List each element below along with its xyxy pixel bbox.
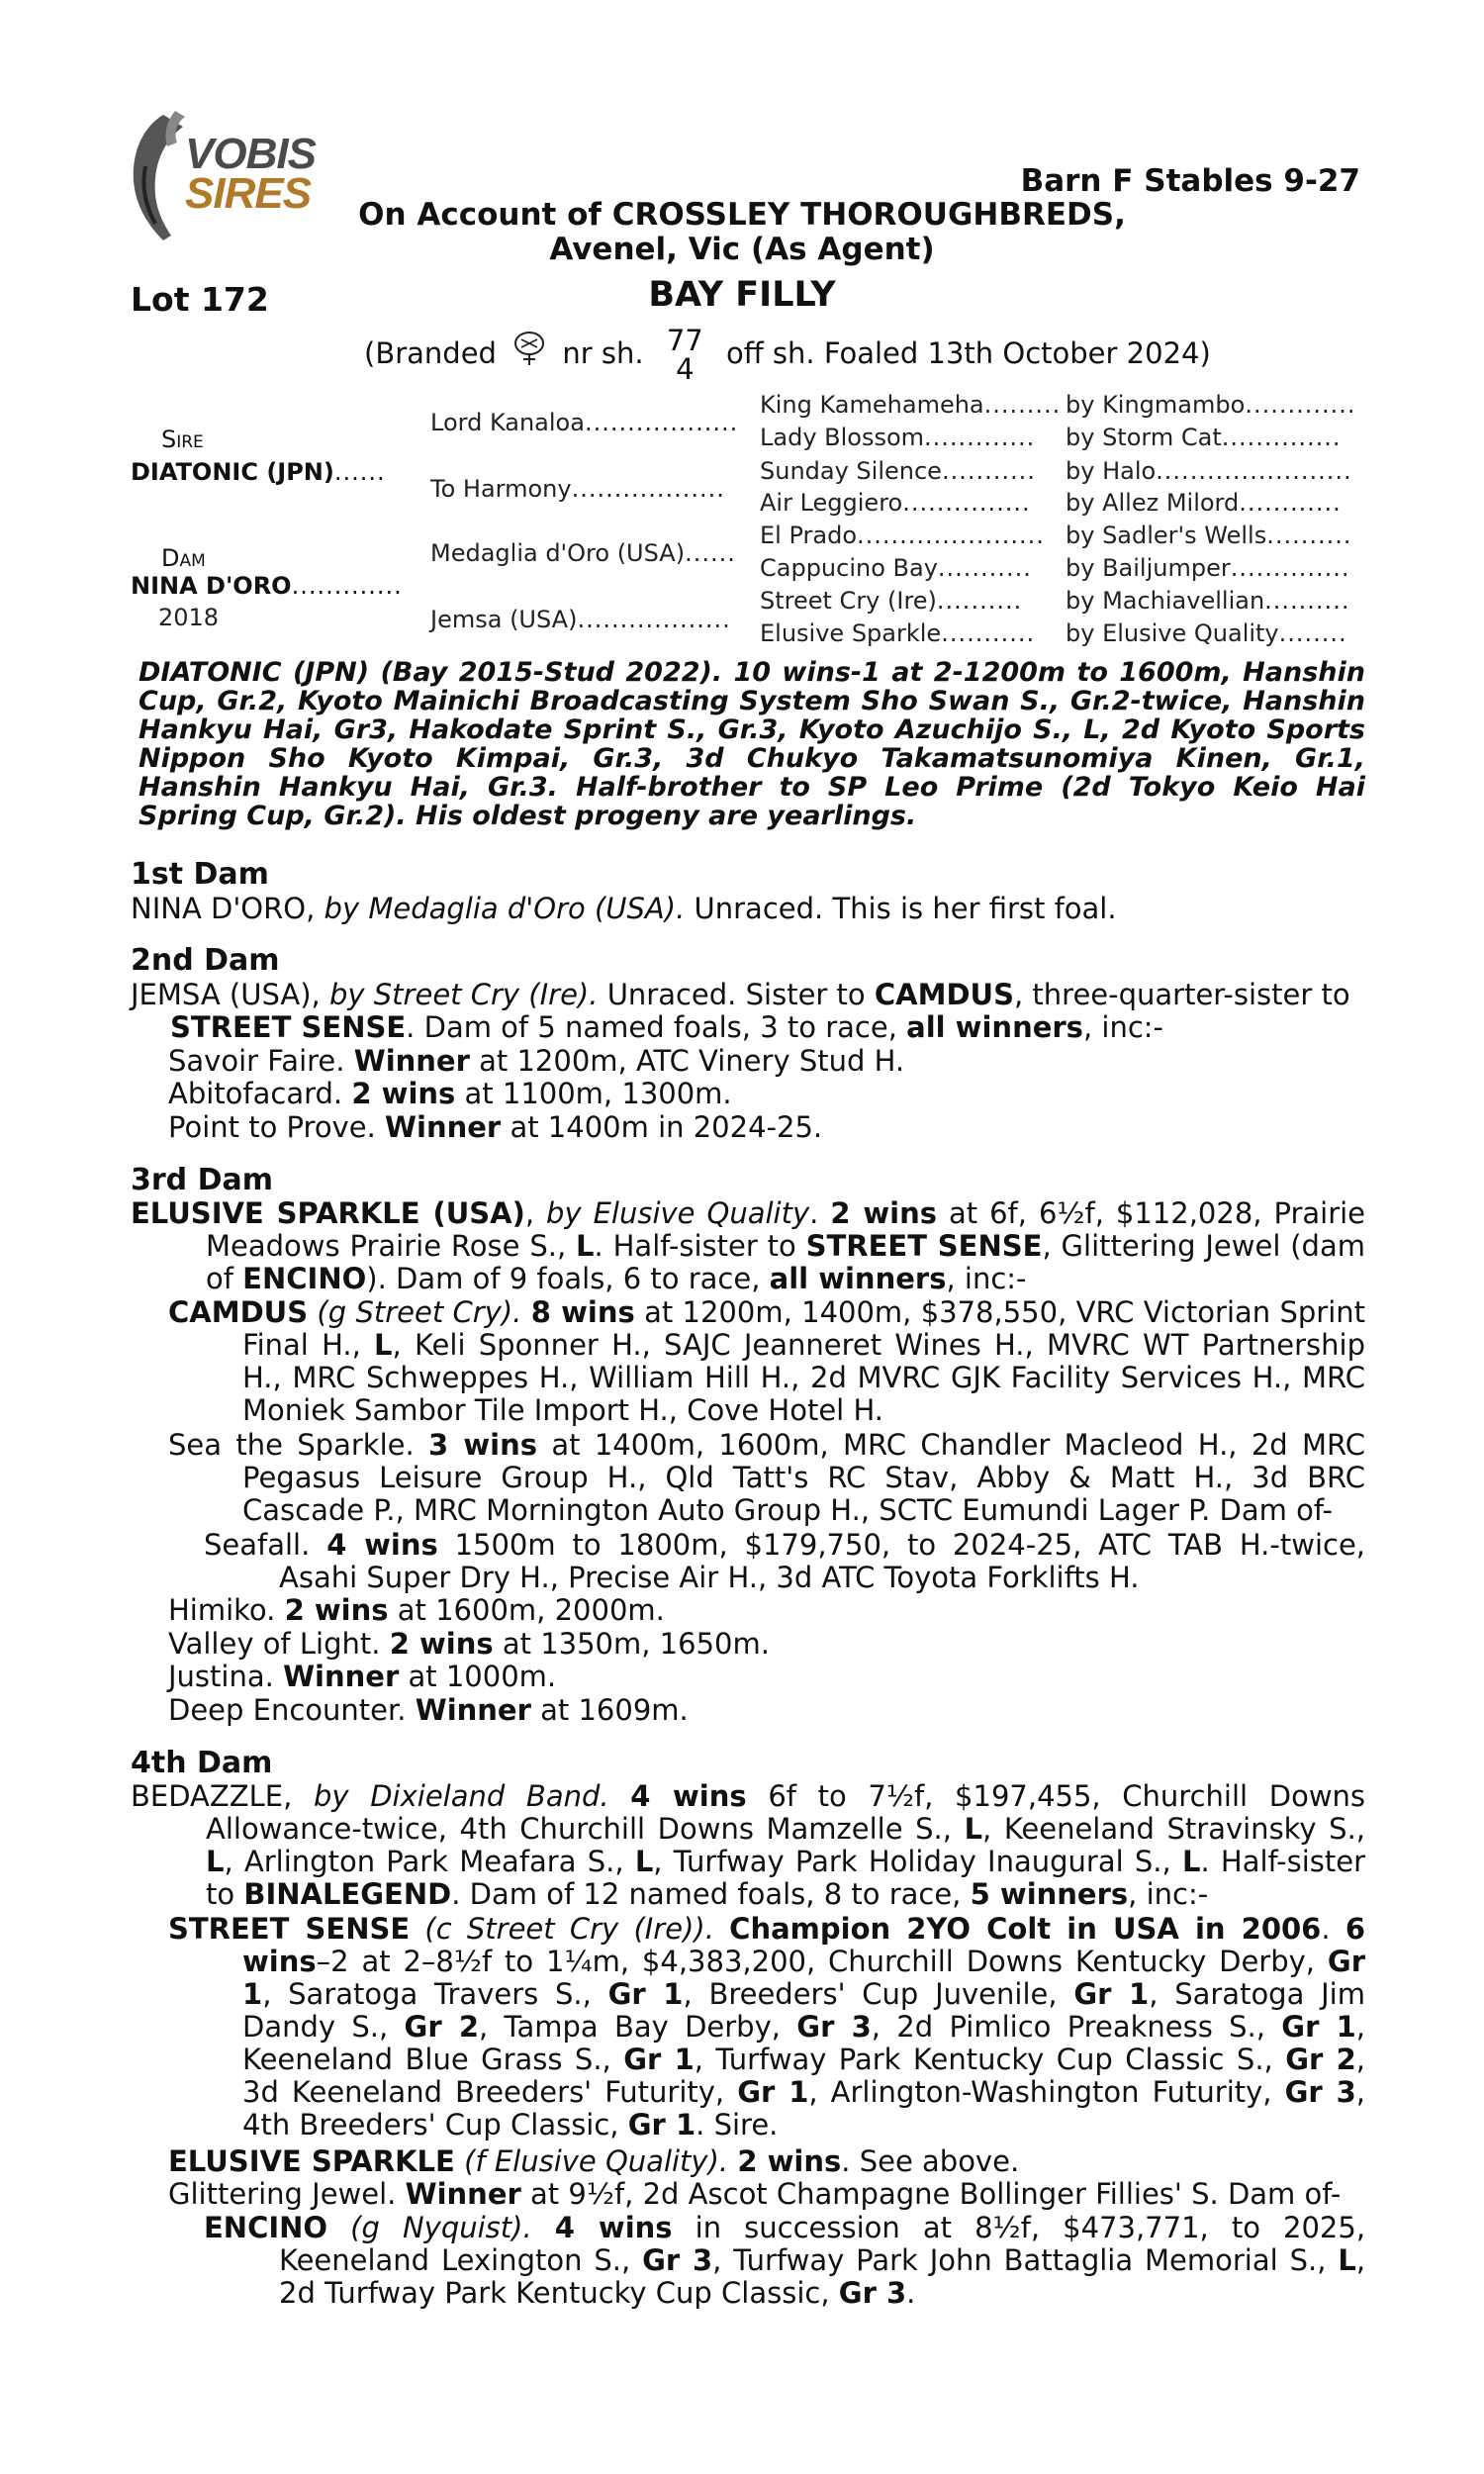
third-dam-foal-justina: Justina. Winner at 1000m. — [168, 1660, 557, 1693]
gggp-5: by Sadler's Wells.......... — [1066, 522, 1352, 549]
second-dam-foal-2: Abitofacard. 2 wins at 1100m, 1300m. — [168, 1077, 732, 1110]
ggp-1: King Kamehameha......... — [760, 391, 1062, 419]
brand-number — [666, 324, 703, 386]
brand-number-bottom: 4 — [676, 352, 695, 386]
elusive-sparkle-entry: ELUSIVE SPARKLE (f Elusive Quality). 2 wins. See above. — [168, 2144, 1020, 2178]
first-dam-text: NINA D'ORO, by Medaglia d'Oro (USA). Unraced. This is her first foal. — [131, 892, 1117, 925]
brand-number-top: 77 — [666, 324, 703, 357]
ggp-2: Lady Blossom............. — [760, 424, 1036, 451]
dam-year: 2018 — [158, 604, 220, 631]
granddam-2: Jemsa (USA).................. — [430, 606, 731, 633]
ggp-7: Street Cry (Ire).......... — [760, 587, 1023, 615]
brand-mark-icon — [511, 330, 547, 367]
street-sense-entry: STREET SENSE (c Street Cry (Ire)). Champion 2YO Colt in USA in 2006. 6 wins–2 at 2–8½f to 1¼m, $4,383,200, Churchill Downs Kentucky Derby, Gr 1, Saratoga Travers S., Gr 1, Breeders' Cup Juvenile, Gr 1, Saratoga Jim Dandy S., Gr 2, Tampa Bay Derby, Gr 3, 2d Pimlico Preakness S., Gr 1, Keeneland Blue Grass S., Gr 1, Turfway Park Kentucky Cup Classic S., Gr 2, 3d Keeneland Breeders' Futurity, Gr 1, Arlington-Washington Futurity, Gr 3, 4th Breeders' Cup Classic, Gr 1. Sire. — [168, 1912, 1366, 2141]
brand-prefix: (Branded — [364, 336, 497, 370]
ggp-4: Air Leggiero............... — [760, 489, 1031, 517]
gggp-2: by Storm Cat.............. — [1066, 424, 1342, 451]
vendor-line-2: Avenel, Vic (As Agent) — [549, 232, 935, 267]
second-dam-text: JEMSA (USA), by Street Cry (Ire). Unraced. Sister to CAMDUS, three-quarter-sister to STREET SENSE. Dam of 5 named foals, 3 to race, all winners, inc:- — [131, 978, 1350, 1044]
sire-summary: DIATONIC (JPN) (Bay 2015-Stud 2022). 10 wins-1 at 2-1200m to 1600m, Hanshin Cup, Gr.2, Kyoto Mainichi Broadcasting System Sho Swan S., Gr.2-twice, Hanshin Hankyu Hai, Gr3, Hakodate Sprint S., Gr.3, Kyoto Azuchijo S., L, 2d Kyoto Sports Nippon Sho Kyoto Kimpai, Gr.3, 3d Chukyo Takamatsunomiya Kinen, Gr.1, Hanshin Hankyu Hai, Gr.3. Half-brother to SP Leo Prime (2d Tokyo Keio Hai Spring Cup, Gr.2). His oldest progeny are yearlings. — [139, 657, 1365, 831]
dam-label: Dam — [161, 544, 206, 572]
brand-off: off sh. Foaled 13th October 2024) — [725, 336, 1211, 370]
second-dam-heading: 2nd Dam — [131, 943, 280, 978]
ggp-8: Elusive Sparkle........... — [760, 619, 1036, 647]
second-dam-foal-3: Point to Prove. Winner at 1400m in 2024-25. — [168, 1110, 823, 1144]
fourth-dam-heading: 4th Dam — [131, 1746, 273, 1780]
gggp-7: by Machiavellian.......... — [1066, 587, 1350, 615]
ggp-3: Sunday Silence........... — [760, 457, 1036, 485]
lot-number: Lot 172 — [131, 280, 269, 319]
third-dam-text: ELUSIVE SPARKLE (USA), by Elusive Quality. 2 wins at 6f, 6½f, $112,028, Prairie Meadows Prairie Rose S., L. Half-sister to STREET SENSE, Glittering Jewel (dam of ENCINO). Dam of 9 foals, 6 to race, all winners, inc:- — [131, 1196, 1366, 1295]
vendor-line-1: On Account of CROSSLEY THOROUGHBREDS, — [358, 197, 1126, 233]
first-dam-heading: 1st Dam — [131, 857, 269, 892]
logo-vobis: VOBIS — [185, 130, 316, 178]
ggp-6: Cappucino Bay........... — [760, 554, 1032, 582]
camdus-entry: CAMDUS (g Street Cry). 8 wins at 1200m, 1400m, $378,550, VRC Victorian Sprint Final H., L, Keli Sponner H., SAJC Jeanneret Wines H., MVRC WT Partnership H., MRC Schweppes H., William Hill H., 2d MVRC GJK Facility Services H., MRC Moniek Sambor Tile Import H., Cove Hotel H. — [168, 1295, 1366, 1427]
grandsire-1: Lord Kanaloa.................. — [430, 409, 739, 436]
third-dam-foal-himiko: Himiko. 2 wins at 1600m, 2000m. — [168, 1593, 665, 1627]
gggp-8: by Elusive Quality........ — [1066, 619, 1347, 647]
gggp-4: by Allez Milord............ — [1066, 489, 1342, 517]
third-dam-foal-valley: Valley of Light. 2 wins at 1350m, 1650m. — [168, 1627, 770, 1661]
logo-sires: SIRES — [185, 169, 312, 218]
sea-the-sparkle-entry: Sea the Sparkle. 3 wins at 1400m, 1600m, MRC Chandler Macleod H., 2d MRC Pegasus Leisure Group H., Qld Tatt's RC Stav, Abby & Matt H., 3d BRC Cascade P., MRC Mornington Auto Group H., SCTC Eumundi Lager P. Dam of- — [168, 1428, 1365, 1527]
gggp-1: by Kingmambo............. — [1066, 391, 1356, 419]
grandsire-2: Medaglia d'Oro (USA)...... — [430, 539, 736, 567]
fourth-dam-text: BEDAZZLE, by Dixieland Band. 4 wins 6f to 7½f, $197,455, Churchill Downs Allowance-twice, 4th Churchill Downs Mamzelle S., L, Keeneland Stravinsky S., L, Arlington Park Meafara S., L, Turfway Park Holiday Inaugural S., L. Half-sister to BINALEGEND. Dam of 12 named foals, 8 to race, 5 winners, inc:- — [131, 1779, 1366, 1911]
ggp-5: El Prado...................... — [760, 522, 1045, 549]
sire-label: Sire — [161, 426, 204, 453]
brand-near: nr sh. — [562, 336, 644, 370]
glittering-jewel-entry: Glittering Jewel. Winner at 9½f, 2d Ascot Champagne Bollinger Fillies' S. Dam of- — [168, 2177, 1342, 2211]
third-dam-heading: 3rd Dam — [131, 1163, 273, 1197]
gggp-3: by Halo....................... — [1066, 457, 1352, 485]
granddam-1: To Harmony.................. — [430, 475, 725, 503]
gggp-6: by Bailjumper.............. — [1066, 554, 1350, 582]
dam-name: NINA D'ORO............. — [131, 572, 403, 600]
second-dam-foal-1: Savoir Faire. Winner at 1200m, ATC Vinery Stud H. — [168, 1044, 905, 1078]
encino-entry: ENCINO (g Nyquist). 4 wins in succession at 8½f, $473,771, to 2025, Keeneland Lexington S., Gr 3, Turfway Park John Battaglia Memorial S., L, 2d Turfway Park Kentucky Cup Classic, Gr 3. — [204, 2211, 1366, 2310]
sire-name: DIATONIC (JPN)...... — [131, 458, 386, 486]
lot-description: BAY FILLY — [648, 275, 836, 315]
barn-location: Barn F Stables 9-27 — [1020, 163, 1360, 199]
seafall-entry: Seafall. 4 wins 1500m to 1800m, $179,750, to 2024-25, ATC TAB H.-twice, Asahi Super Dry H., Precise Air H., 3d ATC Toyota Forklifts H. — [204, 1528, 1366, 1594]
brand-line — [364, 324, 1211, 386]
third-dam-foal-deep: Deep Encounter. Winner at 1609m. — [168, 1693, 689, 1727]
